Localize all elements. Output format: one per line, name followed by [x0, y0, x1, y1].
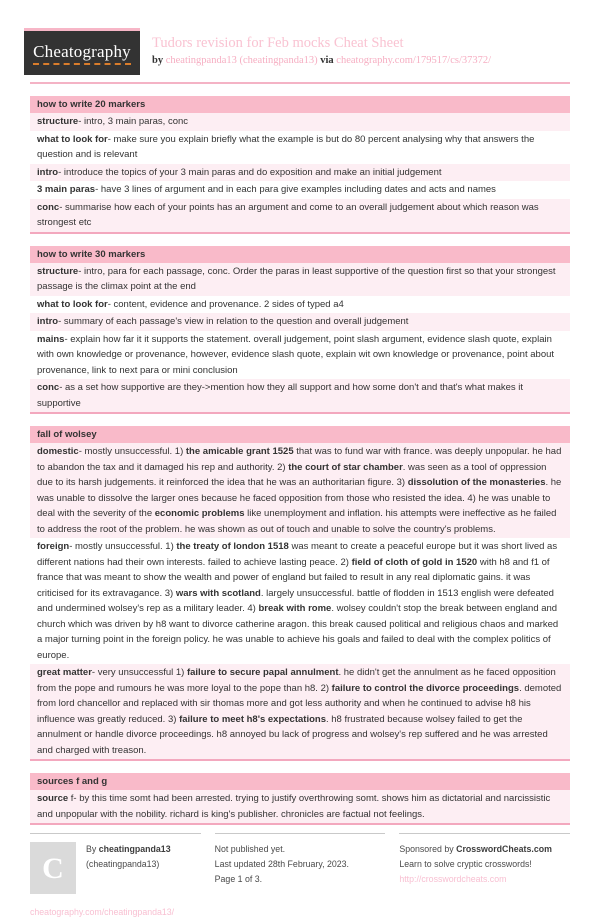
section-row: conc- summarise how each of your points has an argument and come to an overall judgement about which reason was strongest etc [30, 199, 570, 232]
section-card [30, 246, 570, 415]
section-title: how to write 30 markers [30, 246, 570, 263]
sponsor-name: CrosswordCheats.com [456, 844, 552, 854]
section-card [30, 773, 570, 825]
page-footer [30, 833, 570, 920]
author-avatar[interactable] [30, 842, 76, 894]
sponsor-tagline: Learn to solve cryptic crosswords! [399, 859, 532, 869]
section-row: foreign- mostly unsuccessful. 1) the treaty of london 1518 was meant to create a peaceful europe but it was short lived as different nations had their own interests. failed to achieve lasting peace. 2) field of cloth of gold in 1520 with h8 and f1 of france that was meant to show the wealth and power of england but failed to result in any real diplomatic gains. it was criticised for its extravagance. 3) wars with scotland. largely unsuccessful. battle of flodden in 1513 english were defeated and undermined wolsey's rep as a military leader. 4) break with rome. wolsey couldn't stop the break between england and church which was driven by h8 want to divorce catherine aragon. this break caused political and religious chaos and marked a major turning point in the foreign policy. he was unable to achieve his goals and failed to deal with the complex politics of europe. [30, 538, 570, 664]
section-row: 3 main paras- have 3 lines of argument and in each para give examples including dates and acts and names [30, 181, 570, 199]
footer-author-name: cheatingpanda13 [98, 844, 171, 854]
footer-author-column [30, 833, 201, 920]
footer-by-word: By [86, 844, 97, 854]
section-title: fall of wolsey [30, 426, 570, 443]
byline-via-word: via [320, 55, 334, 66]
page-header [24, 28, 570, 75]
footer-author-text [86, 842, 171, 894]
footer-author-block [30, 842, 201, 894]
section-row: what to look for- content, evidence and provenance. 2 sides of typed a4 [30, 296, 570, 314]
sections [30, 96, 570, 825]
header-divider [30, 82, 570, 84]
section-title: sources f and g [30, 773, 570, 790]
title-block [152, 28, 491, 66]
page-number: Page 1 of 3. [214, 874, 263, 884]
cheatography-logo-text: Cheatography [33, 42, 131, 65]
section-row: conc- as a set how supportive are they->mention how they all support and how some don't and that's what makes it supportive [30, 379, 570, 412]
sponsor-line [399, 842, 570, 857]
section-row: structure- intro, para for each passage, conc. Order the paras in least supportive of the question first so that your strongest passage is the climax point at the end [30, 263, 570, 296]
section-title: how to write 20 markers [30, 96, 570, 113]
section-row: intro- summary of each passage's view in relation to the question and overall judgement [30, 313, 570, 331]
section-row: source f- by this time somt had been arrested. trying to justify overthrowing somt. shows him as dictatorial and narcissistic and unpopular with the nobility. richard is king's publisher. chronicles are factual not feelings. [30, 790, 570, 823]
section-row: domestic- mostly unsuccessful. 1) the amicable grant 1525 that was to fund war with france. was deeply unpopular. he had to abandon the tax and it damaged his rep and authority. 2) the court of star chamber. was seen as a tool of oppression due to its harsh judgements. it reinforced the idea that he was an authoritarian figure. 3) dissolution of the monasteries. he was unable to dissolve the larger ones because he faced opposition from those who resisted the idea. 4) he was unable to deal with the severity of the economic problems like unemployment and inflation. his attempts were ineffective as he failed to address the root of the problem. he was shown as out of touch and unable to solve the country's problems. [30, 443, 570, 538]
page-title: Tudors revision for Feb mocks Cheat Sheet [152, 35, 404, 51]
cheatography-logo[interactable] [24, 28, 140, 75]
section-row: what to look for- make sure you explain briefly what the example is but do 80 percent analysing why that answers the question and is relevant [30, 131, 570, 164]
footer-author-username: (cheatingpanda13) [86, 859, 160, 869]
sheet-url-link[interactable]: cheatography.com/179517/cs/37372/ [336, 55, 492, 66]
author-profile-link[interactable]: cheatography.com/cheatingpanda13/ [30, 907, 175, 917]
section-row: mains- explain how far it it supports the statement. overall judgement, point slash argument, evidence slash quote, explain with own knowledge or provenance, however, evidence slash quote, explain wit own knowledge or provenance, point about provenance, link to next para or mini conclusion [30, 331, 570, 380]
byline [152, 55, 491, 66]
sponsored-by-word: Sponsored by [399, 844, 454, 854]
avatar-letter: C [42, 851, 64, 885]
section-card [30, 96, 570, 234]
byline-by-word: by [152, 55, 164, 66]
last-updated: Last updated 28th February, 2023. [214, 859, 350, 869]
author-link[interactable]: cheatingpanda13 (cheatingpanda13) [165, 55, 318, 66]
footer-meta-column [215, 833, 386, 920]
footer-sponsor-column [399, 833, 570, 920]
section-card [30, 426, 570, 761]
section-row: great matter- very unsuccessful 1) failure to secure papal annulment. he didn't get the annulment as he faced opposition from the pope and rumours he was more loyal to the pope than h8. 2) failure to control the divorce proceedings. demoted from lord chancellor and replaced with sir thomas more and got less authority and when he continued to advise h8 his influence was greatly reduced. 3) failure to meet h8's expectations. h8 frustrated because wolsey failed to get the annulment or handle divorce proceedings. h8 annoyed bu lack of progress and wolsey's rep suffered and he was arrested and charged with treason. [30, 664, 570, 759]
section-row: intro- introduce the topics of your 3 main paras and do exposition and make an initial judgement [30, 164, 570, 182]
section-row: structure- intro, 3 main paras, conc [30, 113, 570, 131]
footer-author-name-line [86, 842, 171, 857]
published-status: Not published yet. [214, 844, 286, 854]
sponsor-link[interactable]: http://crosswordcheats.com [399, 874, 507, 884]
